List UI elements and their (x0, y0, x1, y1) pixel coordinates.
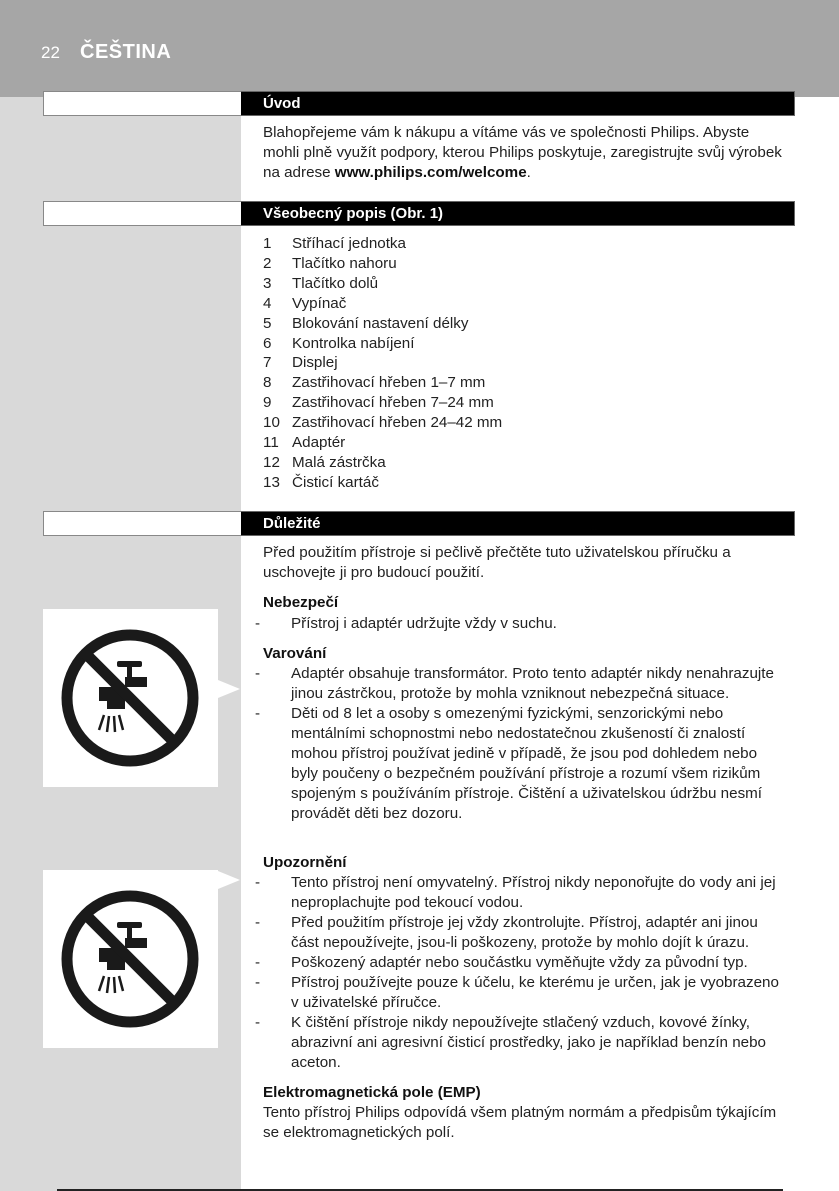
caution-heading: Upozornění (263, 854, 347, 871)
list-item: - K čištění přístroje nikdy nepoužívejte stlačený vzduch, kovové žínky, abrazivní ani agresivní čisticí prostředky, jako je například benzín nebo aceton. (255, 1014, 767, 1071)
emf-heading: Elektromagnetická pole (EMP) (263, 1084, 481, 1101)
important-intro: Před použitím přístroje si pečlivě přečtěte tuto uživatelskou příručku a uschovejte ji pro budoucí použití. (263, 544, 731, 581)
list-item: - Tento přístroj není omyvatelný. Přístroj nikdy neponořujte do vody ani jej neproplachujte pod tekoucí vodou. (255, 874, 776, 911)
feature-item: 12 Malá zástrčka (263, 453, 386, 471)
language-title: ČEŠTINA (80, 41, 172, 63)
feature-item: 3 Tlačítko dolů (263, 274, 379, 292)
feature-item: 9 Zastřihovací hřeben 7–24 mm (263, 394, 494, 412)
warning-list (255, 664, 787, 824)
feature-item: 5 Blokování nastavení délky (263, 314, 469, 332)
intro-paragraph: Blahopřejeme vám k nákupu a vítáme vás ve společnosti Philips. Abyste mohli plně využít podpory, kterou Philips poskytuje, zaregistrujte svůj výrobek na adrese www.philips.com/welcome. (263, 124, 782, 181)
section-title-important: Důležité (263, 515, 321, 532)
section-bar-important-left (43, 511, 241, 536)
feature-item: 8 Zastřihovací hřeben 1–7 mm (263, 374, 486, 392)
feature-item: 10 Zastřihovací hřeben 24–42 mm (263, 414, 503, 432)
section-title-intro: Úvod (263, 95, 301, 112)
registration-link: www.philips.com/welcome (334, 164, 527, 181)
no-water-tap-icon (43, 870, 218, 1048)
figure-no-water-1 (43, 609, 218, 787)
emf-paragraph: Tento přístroj Philips odpovídá všem platným normám a předpisům týkajícím se elektromagnetických polí. (263, 1104, 777, 1141)
list-item: - Poškozený adaptér nebo součástku vyměňujte vždy za původní typ. (255, 954, 748, 971)
feature-item: 11 Adaptér (263, 434, 346, 452)
page-number: 22 (41, 43, 60, 62)
list-item: - Před použitím přístroje jej vždy zkontrolujte. Přístroj, adaptér ani jinou část nepoužívejte, jsou-li poškozeny, protože by mohlo dojít k úrazu. (255, 914, 758, 951)
feature-item: 1 Stříhací jednotka (263, 235, 406, 252)
warning-heading: Varování (263, 645, 327, 662)
feature-list (263, 234, 502, 493)
page-header (0, 0, 839, 97)
caution-list (255, 873, 787, 1073)
list-item: - Děti od 8 let a osoby s omezenými fyzickými, senzorickými nebo mentálními schopnostmi nebo nedostatečnou zkušeností či znalostí mohou přístroj používat jedině v případě, že jsou pod dohledem nebo byly poučeny o bezpečném používání přístroje a rozumí všem rizikům spojeným s používáním přístroje. Čištění a uživatelskou údržbu nesmí provádět děti bez dozoru. (255, 705, 763, 822)
feature-item: 13 Čisticí kartáč (263, 473, 379, 491)
list-item: - Přístroj používejte pouze k účelu, ke kterému je určen, jak je vyobrazeno v uživatelské příručce. (255, 974, 779, 1011)
section-bar-description-left (43, 201, 241, 226)
feature-item: 7 Displej (263, 354, 338, 372)
feature-item: 6 Kontrolka nabíjení (263, 334, 415, 352)
list-item: - Adaptér obsahuje transformátor. Proto tento adaptér nikdy nenahrazujte jinou zástrčkou, protože by mohla vzniknout nebezpečná situace. (255, 665, 774, 702)
figure-no-water-2 (43, 870, 218, 1048)
figure-pointer (218, 680, 240, 698)
figure-pointer (218, 871, 240, 889)
section-bar-intro-left (43, 91, 241, 116)
feature-item: 2 Tlačítko nahoru (263, 254, 397, 272)
section-title-description: Všeobecný popis (Obr. 1) (263, 205, 444, 222)
danger-list (255, 614, 787, 634)
danger-heading: Nebezpečí (263, 594, 339, 611)
no-water-tap-icon (43, 609, 218, 787)
feature-item: 4 Vypínač (263, 294, 347, 312)
list-item: - Přístroj i adaptér udržujte vždy v suchu. (255, 615, 557, 632)
